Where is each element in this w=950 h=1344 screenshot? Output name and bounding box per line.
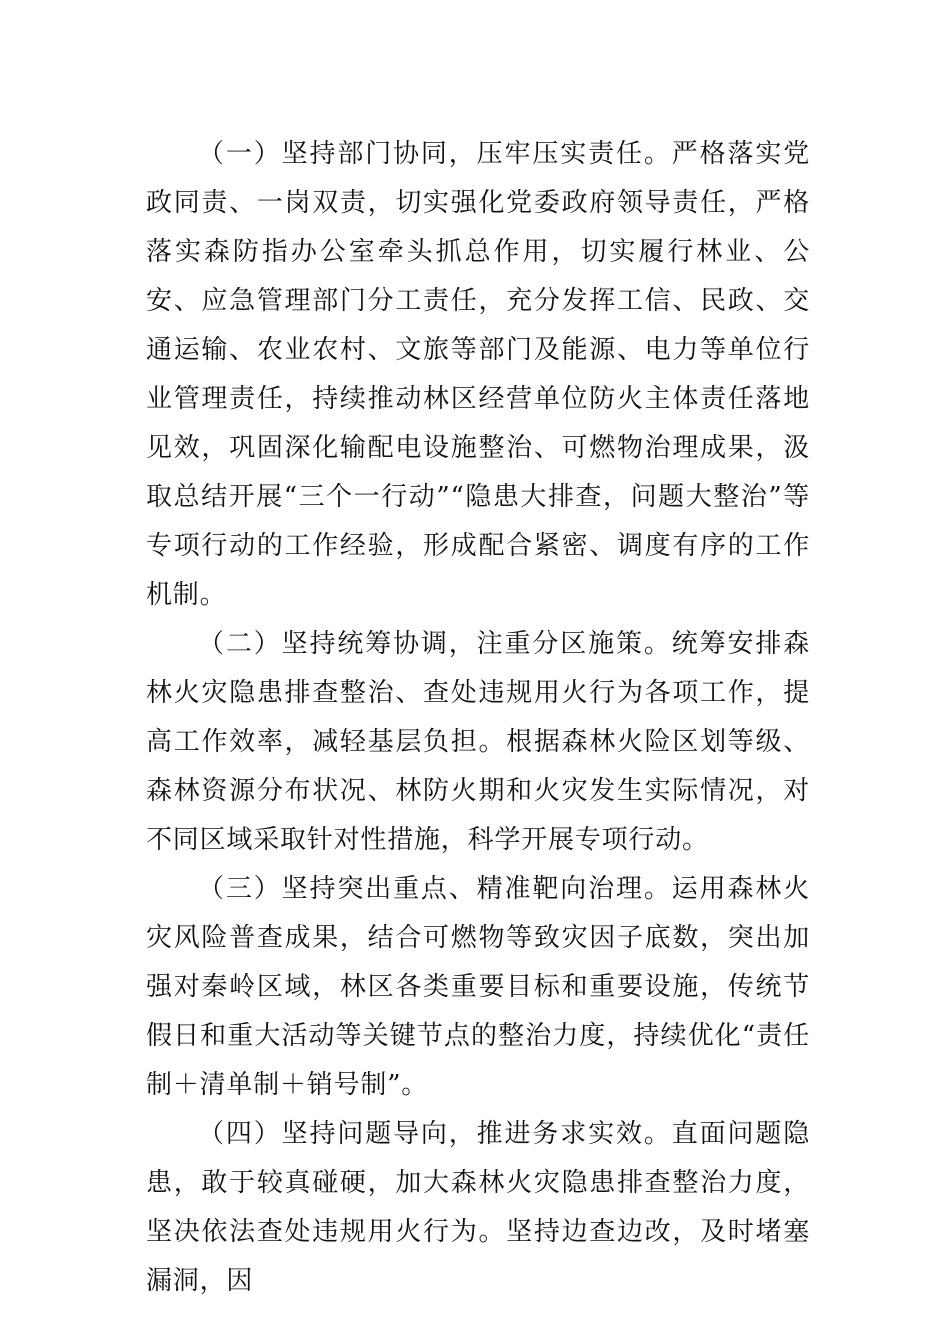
paragraph-1: （一）坚持部门协同，压牢压实责任。严格落实党政同责、一岗双责，切实强化党委政府领导责任，严格落实森防指办公室牵头抓总作用，切实履行林业、公安、应急管理部门分工责任，充分发挥工信、民政、交通运输、农业农村、文旅等部门及能源、电力等单位行业管理责任，持续推动林区经营单位防火主体责任落地见效，巩固深化输配电设施整治、可燃物治理成果，汲取总结开展“三个一行动”“隐患大排查，问题大整治”等专项行动的工作经验，形成配合紧密、调度有序的工作机制。 — [146, 139, 810, 610]
paragraph-2: （二）坚持统筹协调，注重分区施策。统筹安排森林火灾隐患排查整治、查处违规用火行为各项工作，提高工作效率，减轻基层负担。根据森林火险区划等级、森林资源分布状况、林防火期和火灾发生实际情况，对不同区域采取针对性措施，科学开展专项行动。 — [146, 629, 810, 855]
paragraph-4: （四）坚持问题导向，推进务求实效。直面问题隐患，敢于较真碰硬，加大森林火灾隐患排查整治力度，坚决依法查处违规用火行为。坚持边查边改，及时堵塞漏洞，因 — [146, 1119, 810, 1296]
document-body — [146, 130, 810, 1306]
paragraph-3: （三）坚持突出重点、精准靶向治理。运用森林火灾风险普查成果，结合可燃物等致灾因子底数，突出加强对秦岭区域，林区各类重要目标和重要设施，传统节假日和重大活动等关键节点的整治力度，持续优化“责任制＋清单制＋销号制”。 — [146, 874, 810, 1100]
